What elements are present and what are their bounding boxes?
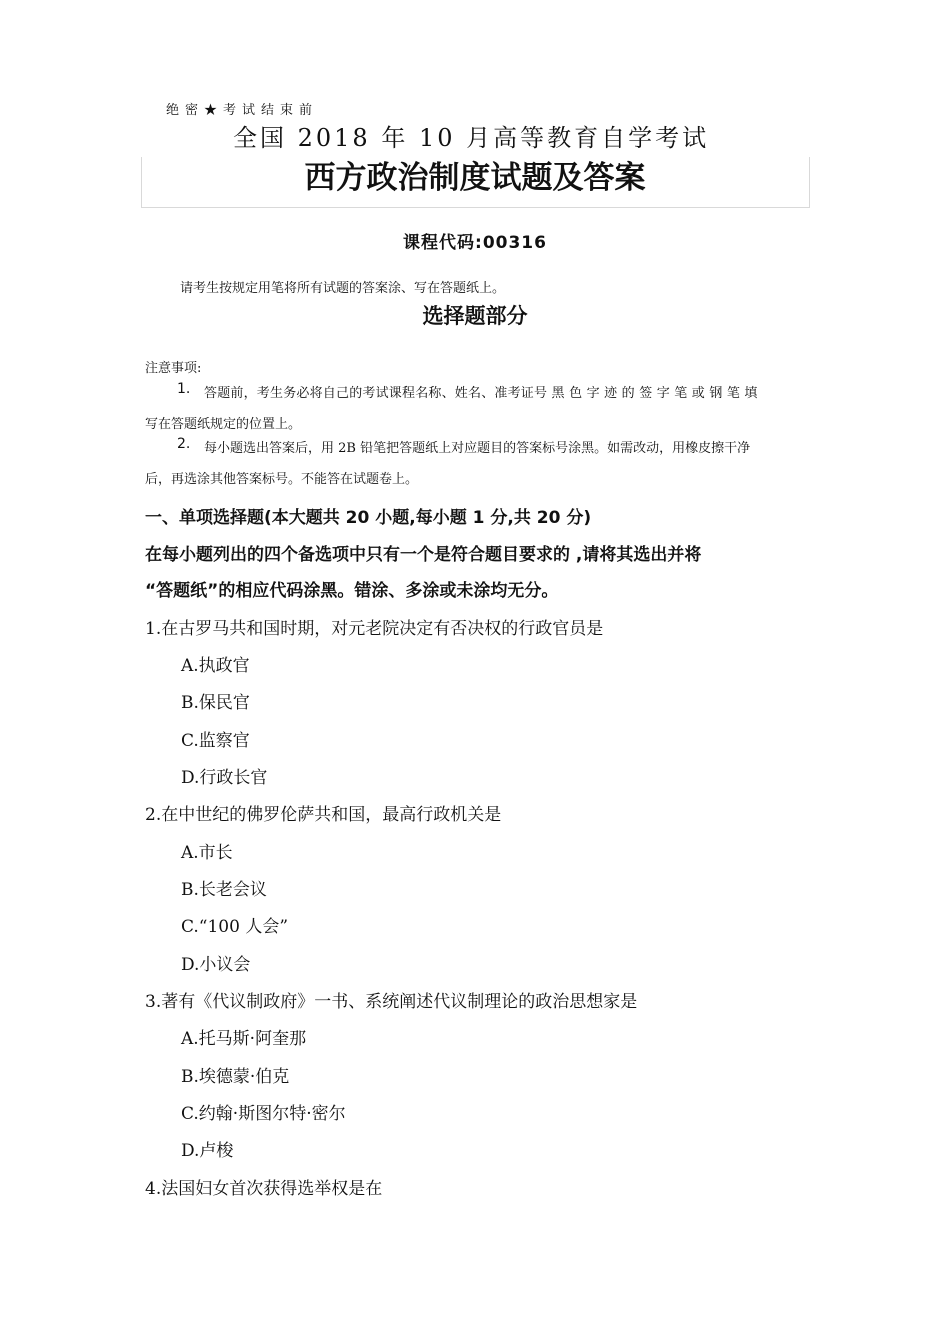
section-title: 选择题部分 (422, 303, 528, 328)
document-title: 西方政治制度试题及答案 (304, 160, 646, 196)
question-text: 1.在古罗马共和国时期，对元老院决定有否决权的行政官员是 (145, 619, 604, 639)
option-b: B.埃德蒙·伯克 (181, 1067, 290, 1087)
question-text: 2.在中世纪的佛罗伦萨共和国，最高行政机关是 (145, 805, 502, 825)
option-c: C.监察官 (181, 731, 250, 751)
option-d: D.行政长官 (181, 768, 268, 788)
option-a: A.执政官 (181, 656, 250, 676)
note-text-line: 写在答题纸规定的位置上。 (145, 417, 302, 432)
option-c: C.约翰·斯图尔特·密尔 (181, 1104, 346, 1124)
note-number: 1. (177, 381, 191, 397)
option-d: D.卢梭 (181, 1141, 234, 1161)
note-text-line: 每小题选出答案后，用 2B 铅笔把答题纸上对应题目的答案标号涂黑。如需改动，用橡皮擦干净 (204, 441, 751, 456)
option-a: A.市长 (181, 843, 233, 863)
note-text-line: 答题前，考生务必将自己的考试课程名称、姓名、准考证号 黑 色 字 迹 的 签 字 笔 或 钢 笔 填 (204, 386, 758, 401)
option-a: A.托马斯·阿奎那 (181, 1029, 307, 1049)
question-text: 4.法国妇女首次获得选举权是在 (145, 1179, 383, 1199)
option-b: B.保民官 (181, 693, 250, 713)
exam-title-line: 全国 2018 年 10 月高等教育自学考试 (233, 124, 710, 152)
general-instruction: 请考生按规定用笔将所有试题的答案涂、写在答题纸上。 (180, 281, 506, 296)
part-heading: 一、单项选择题(本大题共 20 小题,每小题 1 分,共 20 分) (145, 508, 592, 528)
question-text: 3.著有《代议制政府》一书、系统阐述代议制理论的政治思想家是 (145, 992, 638, 1012)
option-d: D.小议会 (181, 955, 251, 975)
part-instruction-line: “答题纸”的相应代码涂黑。错涂、多涂或未涂均无分。 (145, 581, 559, 601)
option-c: C.“100 人会” (181, 917, 289, 937)
note-text-line: 后，再选涂其他答案标号。不能答在试题卷上。 (145, 472, 419, 487)
note-number: 2. (177, 436, 191, 452)
confidential-label: 绝密★考试结束前 (166, 103, 319, 118)
notes-heading: 注意事项: (145, 361, 202, 376)
part-instruction-line: 在每小题列出的四个备选项中只有一个是符合题目要求的 ,请将其选出并将 (145, 545, 702, 565)
option-b: B.长老会议 (181, 880, 267, 900)
course-code: 课程代码:00316 (403, 233, 547, 253)
